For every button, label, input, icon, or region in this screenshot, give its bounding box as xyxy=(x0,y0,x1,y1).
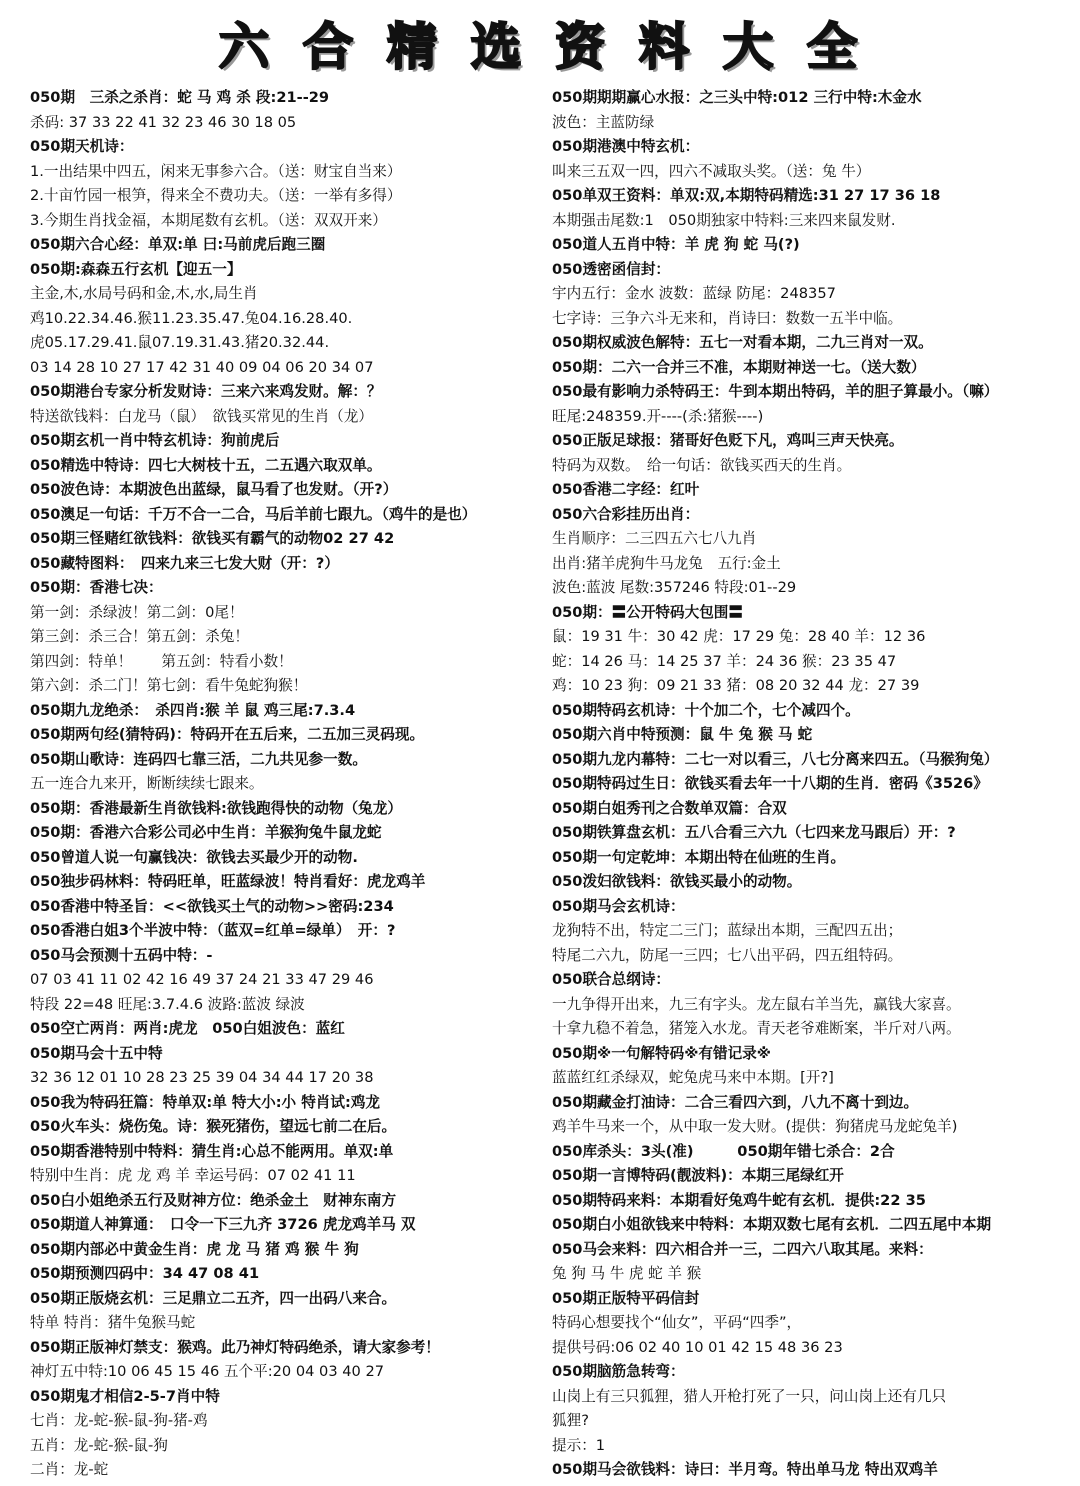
left-line: 特单 特肖：猪牛兔猴马蛇 xyxy=(30,1314,196,1331)
right-line: 050期期期赢心水报：之三头中特:012 三行中特:木金水 xyxy=(552,89,922,106)
left-line: 特送欲钱料：白龙马（鼠） 欲钱买常见的生肖（龙） xyxy=(30,407,373,425)
right-line: 兔 狗 马 牛 虎 蛇 羊 猴 xyxy=(552,1265,702,1282)
left-line: 050期预测四码中：34 47 08 41 xyxy=(30,1265,260,1282)
right-line: 波色：主蓝防绿 xyxy=(552,113,655,131)
left-line: 第四剑：特单！ 第五剑：特看小数！ xyxy=(30,652,293,670)
left-line: 07 03 41 11 02 42 16 49 37 24 21 33 47 29 46 xyxy=(30,971,374,988)
right-line: 050香港二字经：红叶 xyxy=(552,481,700,498)
right-line: 叫来三五双一四，四六不减取头奖。（送：兔 牛） xyxy=(552,162,871,180)
left-line: 第六剑：杀二门！第七剑：看牛兔蛇狗猴！ xyxy=(30,677,308,694)
right-line: 050期藏金打油诗：二合三看四六到，八九不离十到边。 xyxy=(552,1093,919,1111)
left-line: 050期道人神算通： 口令一下三九齐 3726 虎龙鸡羊马 双 xyxy=(30,1216,416,1233)
right-line: 050期特码来料：本期看好兔鸡牛蛇有玄机．提供:22 35 xyxy=(552,1191,926,1209)
right-line: 出肖:猪羊虎狗牛马龙兔 五行:金土 xyxy=(552,554,781,572)
left-line: 二肖：龙-蛇 xyxy=(30,1461,109,1478)
left-column xyxy=(30,86,546,1483)
left-line: 050期港台专家分析发财诗：三来六来鸡发财。解：？ xyxy=(30,383,382,400)
left-line: 050期天机诗： xyxy=(30,138,134,155)
right-line: 宇内五行：金水 波数：蓝绿 防尾：248357 xyxy=(552,285,836,302)
right-column xyxy=(552,86,1072,1483)
right-line: 050单双王资料：单双:双,本期特码精选:31 27 17 36 18 xyxy=(552,187,941,204)
right-line: 本期强击尾数:1 050期独家中特料:三来四来鼠发财. xyxy=(552,211,896,229)
right-line: 050期白小姐欲钱来中特料：本期双数七尾有玄机．二四五尾中本期 xyxy=(552,1216,992,1233)
left-line: 主金,木,水局号码和金,木,水,局生肖 xyxy=(30,285,258,302)
left-line: 050期正版神灯禁支：猴鸡。此乃神灯特码绝杀，请大家参考！ xyxy=(30,1338,440,1356)
right-line: 鼠：19 31 牛：30 42 虎：17 29 兔：28 40 羊：12 36 xyxy=(552,628,926,645)
right-line: 050泼妇欲钱料：欲钱买最小的动物。 xyxy=(552,873,802,890)
left-line: 050我为特码狂篇：特单双:单 特大小:小 特肖试:鸡龙 xyxy=(30,1093,381,1111)
left-line: 1.一出结果中四五，闲来无事参六合。（送：财宝自当来） xyxy=(30,162,402,180)
left-line: 050期鬼才相信2-5-7肖中特 xyxy=(30,1387,220,1405)
left-line: 五一连合九来开，断断续续七跟来。 xyxy=(30,775,264,792)
right-line: 山岗上有三只狐狸，猎人开枪打死了一只，问山岗上还有几只 xyxy=(552,1387,947,1405)
right-line: 狐狸? xyxy=(552,1412,589,1429)
left-line: 050白小姐绝杀五行及财神方位：绝杀金土 财神东南方 xyxy=(30,1191,397,1209)
left-line: 03 14 28 10 27 17 42 31 40 09 04 06 20 34 07 xyxy=(30,358,374,376)
right-line: 050库杀头：3头(准) 050期年错七杀合：2合 xyxy=(552,1142,895,1160)
left-line: 050澳足一句话：千万不合一二合，马后羊前七跟九。（鸡牛的是也） xyxy=(30,505,477,523)
left-line: 050藏特图料： 四来九来三七发大财（开：?） xyxy=(30,554,339,572)
right-line: 050期正版特平码信封 xyxy=(552,1289,700,1307)
right-line: 050马会来料：四六相合并一三，二四六八取其尾。来料： xyxy=(552,1240,933,1258)
right-line: 050期马会欲钱料：诗曰：半月弯。特出单马龙 特出双鸡羊 xyxy=(552,1461,938,1478)
left-line: 050期九龙绝杀： 杀四肖:猴 羊 鼠 鸡三尾:7.3.4 xyxy=(30,701,356,719)
left-line: 050香港白姐3个半波中特：（蓝双=红单=绿单） 开：? xyxy=(30,922,396,939)
right-line: 050期：二六一合并三不准，本期财神送一七。（送大数） xyxy=(552,358,926,376)
left-line: 第一剑：杀绿波！第二剑：0尾！ xyxy=(30,603,244,621)
left-line: 3.今期生肖找金福，本期尾数有玄机。（送：双双开来） xyxy=(30,211,387,229)
right-line: 050六合彩挂历出肖： xyxy=(552,505,700,523)
left-line: 050火车头：烧伤兔。诗：猴死猪伤，望远七前二在后。 xyxy=(30,1118,397,1135)
right-line: 鸡：10 23 狗：09 21 33 猪：08 20 32 44 龙：27 39 xyxy=(552,677,920,694)
left-line: 七肖：龙-蛇-猴-鼠-狗-猪-鸡 xyxy=(30,1412,208,1429)
right-line: 050联合总纲诗： xyxy=(552,971,671,988)
left-line: 杀码: 37 33 22 41 32 23 46 30 18 05 xyxy=(30,113,297,131)
right-line: 050期九龙内幕特：二七一对以看三，八七分离来四五。（马猴狗兔） xyxy=(552,750,999,768)
right-line: 蓝蓝红红杀绿双，蛇兔虎马来中本期。[开?] xyxy=(552,1069,834,1086)
right-line: 特码心想要找个“仙女”，平码“四季”， xyxy=(552,1314,802,1331)
left-line: 050期:森森五行玄机【迎五一】 xyxy=(30,260,242,278)
right-line: 050期权威波色解特：五七一对看本期，二九三肖对一双。 xyxy=(552,334,933,351)
left-line: 鸡10.22.34.46.猴11.23.35.47.兔04.16.28.40. xyxy=(30,309,353,327)
left-line: 32 36 12 01 10 28 23 25 39 04 34 44 17 20 38 xyxy=(30,1069,374,1086)
left-line: 五肖：龙-蛇-猴-鼠-狗 xyxy=(30,1436,168,1454)
left-line: 050期马会十五中特 xyxy=(30,1044,163,1062)
right-line: 龙狗特不出，特定二三门；蓝绿出本期，三配四五出； xyxy=(552,922,903,939)
left-line: 050期：香港最新生肖欲钱料:欲钱跑得快的动物（兔龙） xyxy=(30,799,402,817)
right-line: 050期特码过生日：欲钱买看去年一十八期的生肖．密码《3526》 xyxy=(552,775,988,792)
left-line: 050精选中特诗：四七大树枝十五，二五遇六取双单。 xyxy=(30,456,382,474)
right-line: 波色:蓝波 尾数:357246 特段:01--29 xyxy=(552,579,797,596)
right-line: 050期脑筋急转弯： xyxy=(552,1363,685,1380)
left-line: 050香港中特圣旨：<<欲钱买土气的动物>>密码:234 xyxy=(30,897,394,915)
right-line: 050期※一句解特码※有错记录※ xyxy=(552,1044,771,1062)
right-line: 提示：1 xyxy=(552,1436,606,1454)
right-line: 050期一句定乾坤：本期出特在仙班的生肖。 xyxy=(552,848,846,866)
right-line: 鸡羊牛马来一个，从中取一发大财。(提供：狗猪虎马龙蛇兔羊) xyxy=(552,1118,958,1135)
right-line: 050期马会玄机诗： xyxy=(552,897,685,915)
right-line: 旺尾:248359.开----(杀:猪猴----) xyxy=(552,407,764,425)
right-line: 生肖顺序：二三四五六七八九肖 xyxy=(552,530,757,547)
left-line: 050马会预测十五码中特：- xyxy=(30,946,213,964)
left-line: 050期香港特别中特料：猜生肖:心总不能两用。单双:单 xyxy=(30,1142,394,1160)
left-line: 050期两句经(猜特码)：特码开在五后来，二五加三灵码现。 xyxy=(30,726,425,743)
right-line: 蛇：14 26 马：14 25 37 羊：24 36 猴：23 35 47 xyxy=(552,652,897,670)
right-line: 特尾二六九，防尾一三四；七八出平码，四五组特码。 xyxy=(552,946,903,964)
right-line: 050期港澳中特玄机： xyxy=(552,138,700,155)
page-title: 六合精选资料大全 xyxy=(219,17,891,76)
left-line: 050期三怪赌红欲钱料：欲钱买有霸气的动物02 27 42 xyxy=(30,530,395,547)
right-line: 050透密函信封： xyxy=(552,260,671,278)
left-line: 050期：香港六合彩公司必中生肖：羊猴狗兔牛鼠龙蛇 xyxy=(30,824,382,841)
left-line: 2.十亩竹园一根笋，得来全不费功夫。（送：一举有多得） xyxy=(30,187,402,204)
left-line: 050期内部必中黄金生肖：虎 龙 马 猪 鸡 猴 牛 狗 xyxy=(30,1240,359,1258)
left-line: 050期玄机一肖中特玄机诗：狗前虎后 xyxy=(30,432,280,449)
right-line: 050道人五肖中特：羊 虎 狗 蛇 马(?) xyxy=(552,236,800,253)
left-line: 第三剑：杀三合！第五剑：杀兔！ xyxy=(30,628,249,645)
header xyxy=(0,0,1080,86)
right-line: 050期一言博特码(靓波料)：本期三尾绿红开 xyxy=(552,1167,844,1184)
left-line: 050独步码林料：特码旺单，旺蓝绿波！特肖看好：虎龙鸡羊 xyxy=(30,873,426,890)
left-line: 虎05.17.29.41.鼠07.19.31.43.猪20.32.44. xyxy=(30,334,330,351)
right-line: 050期六肖中特预测：鼠 牛 兔 猴 马 蛇 xyxy=(552,726,813,743)
right-line: 特码为双数。 给一句话：欲钱买西天的生肖。 xyxy=(552,456,852,474)
left-line: 050波色诗：本期波色出蓝绿，鼠马看了也发财。（开?） xyxy=(30,481,398,498)
right-line: 提供号码:06 02 40 10 01 42 15 48 36 23 xyxy=(552,1338,843,1356)
right-line: 050期白姐秀刊之合数单双篇：合双 xyxy=(552,799,787,817)
right-line: 050期特码玄机诗：十个加二个，七个减四个。 xyxy=(552,701,860,719)
left-line: 神灯五中特:10 06 45 15 46 五个平:20 04 03 40 27 xyxy=(30,1363,385,1380)
left-line: 050期山歌诗：连码四七靠三活，二九共见参一数。 xyxy=(30,750,367,768)
left-line: 特段 22=48 旺尾:3.7.4.6 波路:蓝波 绿波 xyxy=(30,995,305,1013)
left-line: 050期：香港七决： xyxy=(30,579,163,596)
left-line: 050期 三杀之杀肖：蛇 马 鸡 杀 段:21--29 xyxy=(30,89,330,106)
right-line: 050期铁算盘玄机：五八合看三六九（七四来龙马跟后）开：? xyxy=(552,824,956,841)
right-line: 十拿九稳不着急，猪笼入水龙。青天老爷难断案，半斤对八两。 xyxy=(552,1020,961,1037)
right-line: 050期：〓公开特码大包围〓 xyxy=(552,603,743,621)
right-line: 050最有影响力杀特码王：牛到本期出特码，羊的胆子算最小。（嘛） xyxy=(552,383,999,400)
left-line: 050空亡两肖：两肖:虎龙 050白姐波色：蓝红 xyxy=(30,1020,345,1037)
left-line: 050期正版烧玄机：三足鼎立二五齐，四一出码八来合。 xyxy=(30,1289,397,1307)
right-line: 七字诗：三争六斗无来和，肖诗曰：数数一五半中临。 xyxy=(552,309,903,327)
right-line: 050正版足球报：猪哥好色贬下凡，鸡叫三声天快亮。 xyxy=(552,432,904,449)
left-line: 050期六合心经：单双:单 曰:马前虎后跑三圈 xyxy=(30,236,326,253)
right-line: 一九争得开出来，九三有字头。龙左鼠右羊当先，赢钱大家喜。 xyxy=(552,995,961,1013)
left-line: 特别中生肖：虎 龙 鸡 羊 幸运号码：07 02 41 11 xyxy=(30,1167,356,1184)
left-line: 050曾道人说一句赢钱决：欲钱去买最少开的动物. xyxy=(30,848,358,866)
